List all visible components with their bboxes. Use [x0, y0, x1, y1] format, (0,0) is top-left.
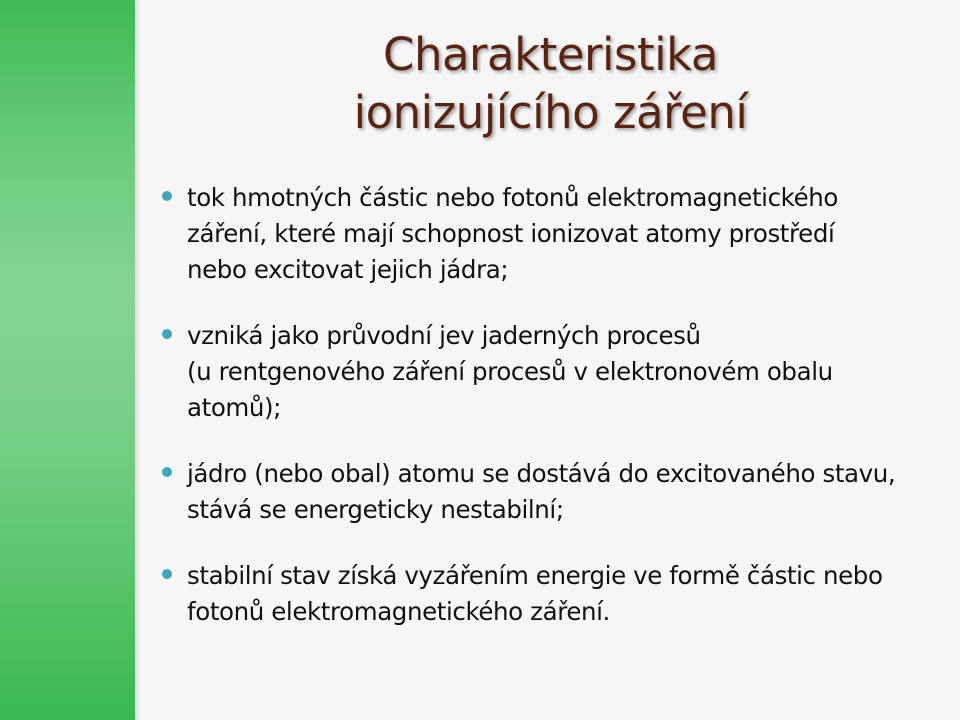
bullet-item-3	[160, 456, 940, 528]
bullet-4-line-2: fotonů elektromagnetického záření.	[187, 597, 610, 626]
bullet-item-2	[160, 318, 940, 426]
bullet-2-line-3: atomů);	[187, 393, 282, 422]
bullet-1-line-1: tok hmotných částic nebo fotonů elektromagnetického	[187, 183, 838, 212]
bullet-list	[160, 180, 940, 660]
bullet-1-line-2: záření, které mají schopnost ionizovat atomy prostředí	[187, 219, 835, 248]
bullet-dot-icon	[162, 569, 172, 579]
bullet-2-line-1: vzniká jako průvodní jev jaderných procesů	[187, 321, 701, 350]
slide-title	[141, 26, 960, 142]
slide-title-line-1: Charakteristika	[383, 28, 718, 81]
bullet-dot-icon	[162, 467, 172, 477]
slide-title-line-2: ionizujícího záření	[353, 86, 748, 139]
bullet-2-line-2: (u rentgenového záření procesů v elektronovém obalu	[187, 357, 833, 386]
green-sidebar	[0, 0, 135, 720]
bullet-item-4	[160, 558, 940, 630]
bullet-item-1	[160, 180, 940, 288]
bullet-dot-icon	[162, 329, 172, 339]
bullet-3-line-2: stává se energeticky nestabilní;	[187, 495, 564, 524]
bullet-1-line-3: nebo excitovat jejich jádra;	[187, 255, 509, 284]
bullet-4-line-1: stabilní stav získá vyzářením energie ve formě částic nebo	[187, 561, 883, 590]
bullet-dot-icon	[162, 191, 172, 201]
bullet-3-line-1: jádro (nebo obal) atomu se dostává do excitovaného stavu,	[187, 459, 896, 488]
